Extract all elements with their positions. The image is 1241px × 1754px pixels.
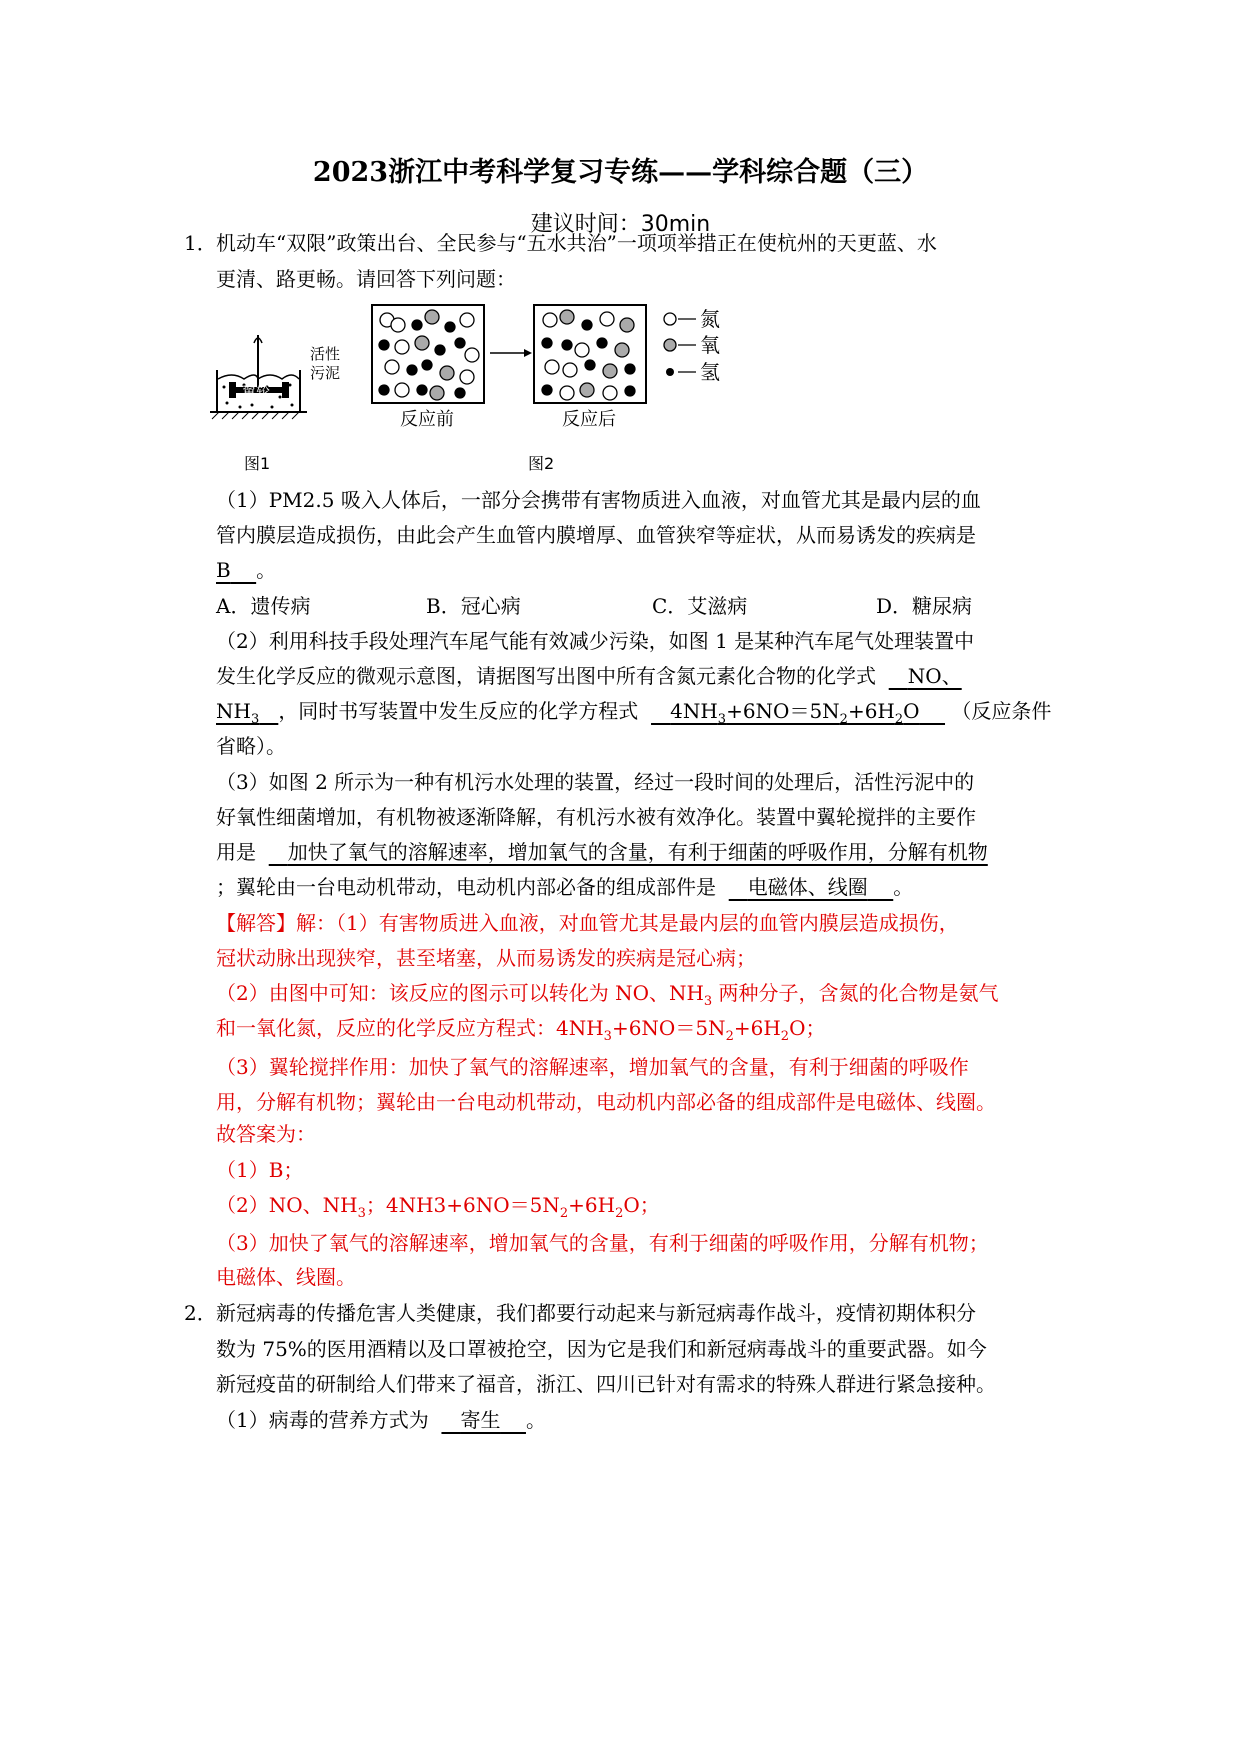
option-b: B．冠心病 [426,594,521,618]
page-title: 2023浙江中考科学复习专练——学科综合题（三） [312,157,929,188]
q2-line1: 新冠病毒的传播危害人类健康，我们都要行动起来与新冠病毒作战斗，疫情初期体积分 [216,1301,976,1325]
q1-p1-line3: B 。 [216,558,277,582]
fig1-caption: 图1 [244,454,271,473]
q1-stem-line2: 更清、路更畅。请回答下列问题： [216,267,516,291]
option-c: C．艾滋病 [652,594,748,618]
q1-p1-line2: 管内膜层造成损伤，由此会产生血管内膜增厚、血管狭窄等症状，从而易诱发的疾病是 [216,523,976,547]
q2-p1-answer: 寄生 [460,1408,501,1432]
solution-line9: （2）NO、$NH_3$；$4NH3+6NO=5N_2+6H_2O$； [216,1193,660,1221]
q1-p3-answer-b: 电磁体、线圈 [747,875,868,899]
q1-p2-answer-a: NO、 [907,664,962,688]
q1-p2-line2: 发生化学反应的微观示意图，请据图写出图中所有含氮元素化合物的化学式 NO、 [216,664,962,688]
legend [664,313,696,376]
q1-p2-equation: $4NH_3+6NO=5N_2+6H_2O$ [670,699,920,727]
question-2-number: 2． [184,1301,217,1325]
solution-line5: （3）翼轮搅拌作用：加快了氧气的溶解速率，增加氧气的含量，有利于细菌的呼吸作 [216,1055,969,1079]
after-label: 反应后 [562,409,616,430]
page-subtitle: 建议时间：30min [530,212,711,237]
solution-line8: （1）B； [216,1158,304,1182]
solution-line1: 【解答】解：（1）有害物质进入血液，对血管尤其是最内层的血管内膜层造成损伤， [216,911,959,935]
fig1-label-huoxing: 活性 [310,345,341,363]
fig1-label-wuni: 污泥 [310,364,341,382]
legend-oxygen: 氧 [700,333,720,357]
before-label: 反应前 [400,409,454,430]
q1-p3-line3: 用是 加快了氧气的溶解速率，增加氧气的含量，有利于细菌的呼吸作用，分解有机物 [216,840,988,864]
q1-p3-line4: ；翼轮由一台电动机带动，电动机内部必备的组成部件是 电磁体、线圈 。 [216,875,914,899]
solution-line11: 电磁体、线圈。 [216,1265,356,1289]
q1-p3-line2: 好氧性细菌增加，有机物被逐渐降解，有机污水被有效净化。装置中翼轮搅拌的主要作 [216,805,976,829]
solution-line6: 用，分解有机物；翼轮由一台电动机带动，电动机内部必备的组成部件是电磁体、线圈。 [216,1090,996,1114]
q1-p2-line1: （2）利用科技手段处理汽车尾气能有效减少污染，如图 1 是某种汽车尾气处理装置中 [216,629,975,653]
fig2-caption: 图2 [528,454,555,473]
option-d: D．糖尿病 [876,594,973,618]
legend-hydrogen: 氢 [700,360,720,384]
q1-p1-answer: B [216,558,231,582]
fig1-tank [210,335,307,419]
solution-line3: （2）由图中可知：该反应的图示可以转化为 NO、$NH_3$ 两种分子，含氮的化合物是氨气 [216,981,999,1009]
q2-line3: 新冠疫苗的研制给人们带来了福音，浙江、四川已针对有需求的特殊人群进行紧急接种。 [216,1372,996,1396]
fig1-label-yilun: 翼轮 [242,385,270,401]
option-a: A．遗传病 [216,594,311,618]
q2-line2: 数为 75%的医用酒精以及口罩被抢空，因为它是我们和新冠病毒战斗的重要武器。如今 [216,1337,987,1361]
q1-p2-answer-b: $NH_3$ [216,699,260,727]
q1-stem-line1: 机动车“双限”政策出台、全民参与“五水共治”一项项举措正在使杭州的天更蓝、水 [216,231,937,255]
before-molecules [379,310,479,400]
q1-p1-line1: （1）PM2.5 吸入人体后，一部分会携带有害物质进入血液，对血管尤其是最内层的血 [216,488,981,512]
after-molecules [542,310,635,400]
solution-tag: 【解答】 [216,911,296,935]
q1-p3-answer-a: 加快了氧气的溶解速率，增加氧气的含量，有利于细菌的呼吸作用，分解有机物 [287,840,988,864]
q1-p2-line4: 省略）。 [216,734,286,758]
q2-p1: （1）病毒的营养方式为 寄生 。 [216,1408,546,1432]
q1-p3-line1: （3）如图 2 所示为一种有机污水处理的装置，经过一段时间的处理后，活性污泥中的 [216,770,975,794]
solution-line7: 故答案为： [216,1122,316,1146]
question-1-number: 1． [184,231,217,255]
solution-line4: 和一氧化氮，反应的化学反应方程式：$4NH_3+6NO=5N_2+6H_2O$； [216,1016,826,1044]
solution-line2: 冠状动脉出现狭窄，甚至堵塞，从而易诱发的疾病是冠心病； [216,946,756,970]
solution-line10: （3）加快了氧气的溶解速率，增加氧气的含量，有利于细菌的呼吸作用，分解有机物； [216,1231,989,1255]
q1-p2-line3: $NH_3$ ，同时书写装置中发生反应的化学方程式 $4NH_3+6NO=5N_2+6H_2O$ （反应条件 [216,699,1052,727]
legend-nitrogen: 氮 [700,307,720,331]
